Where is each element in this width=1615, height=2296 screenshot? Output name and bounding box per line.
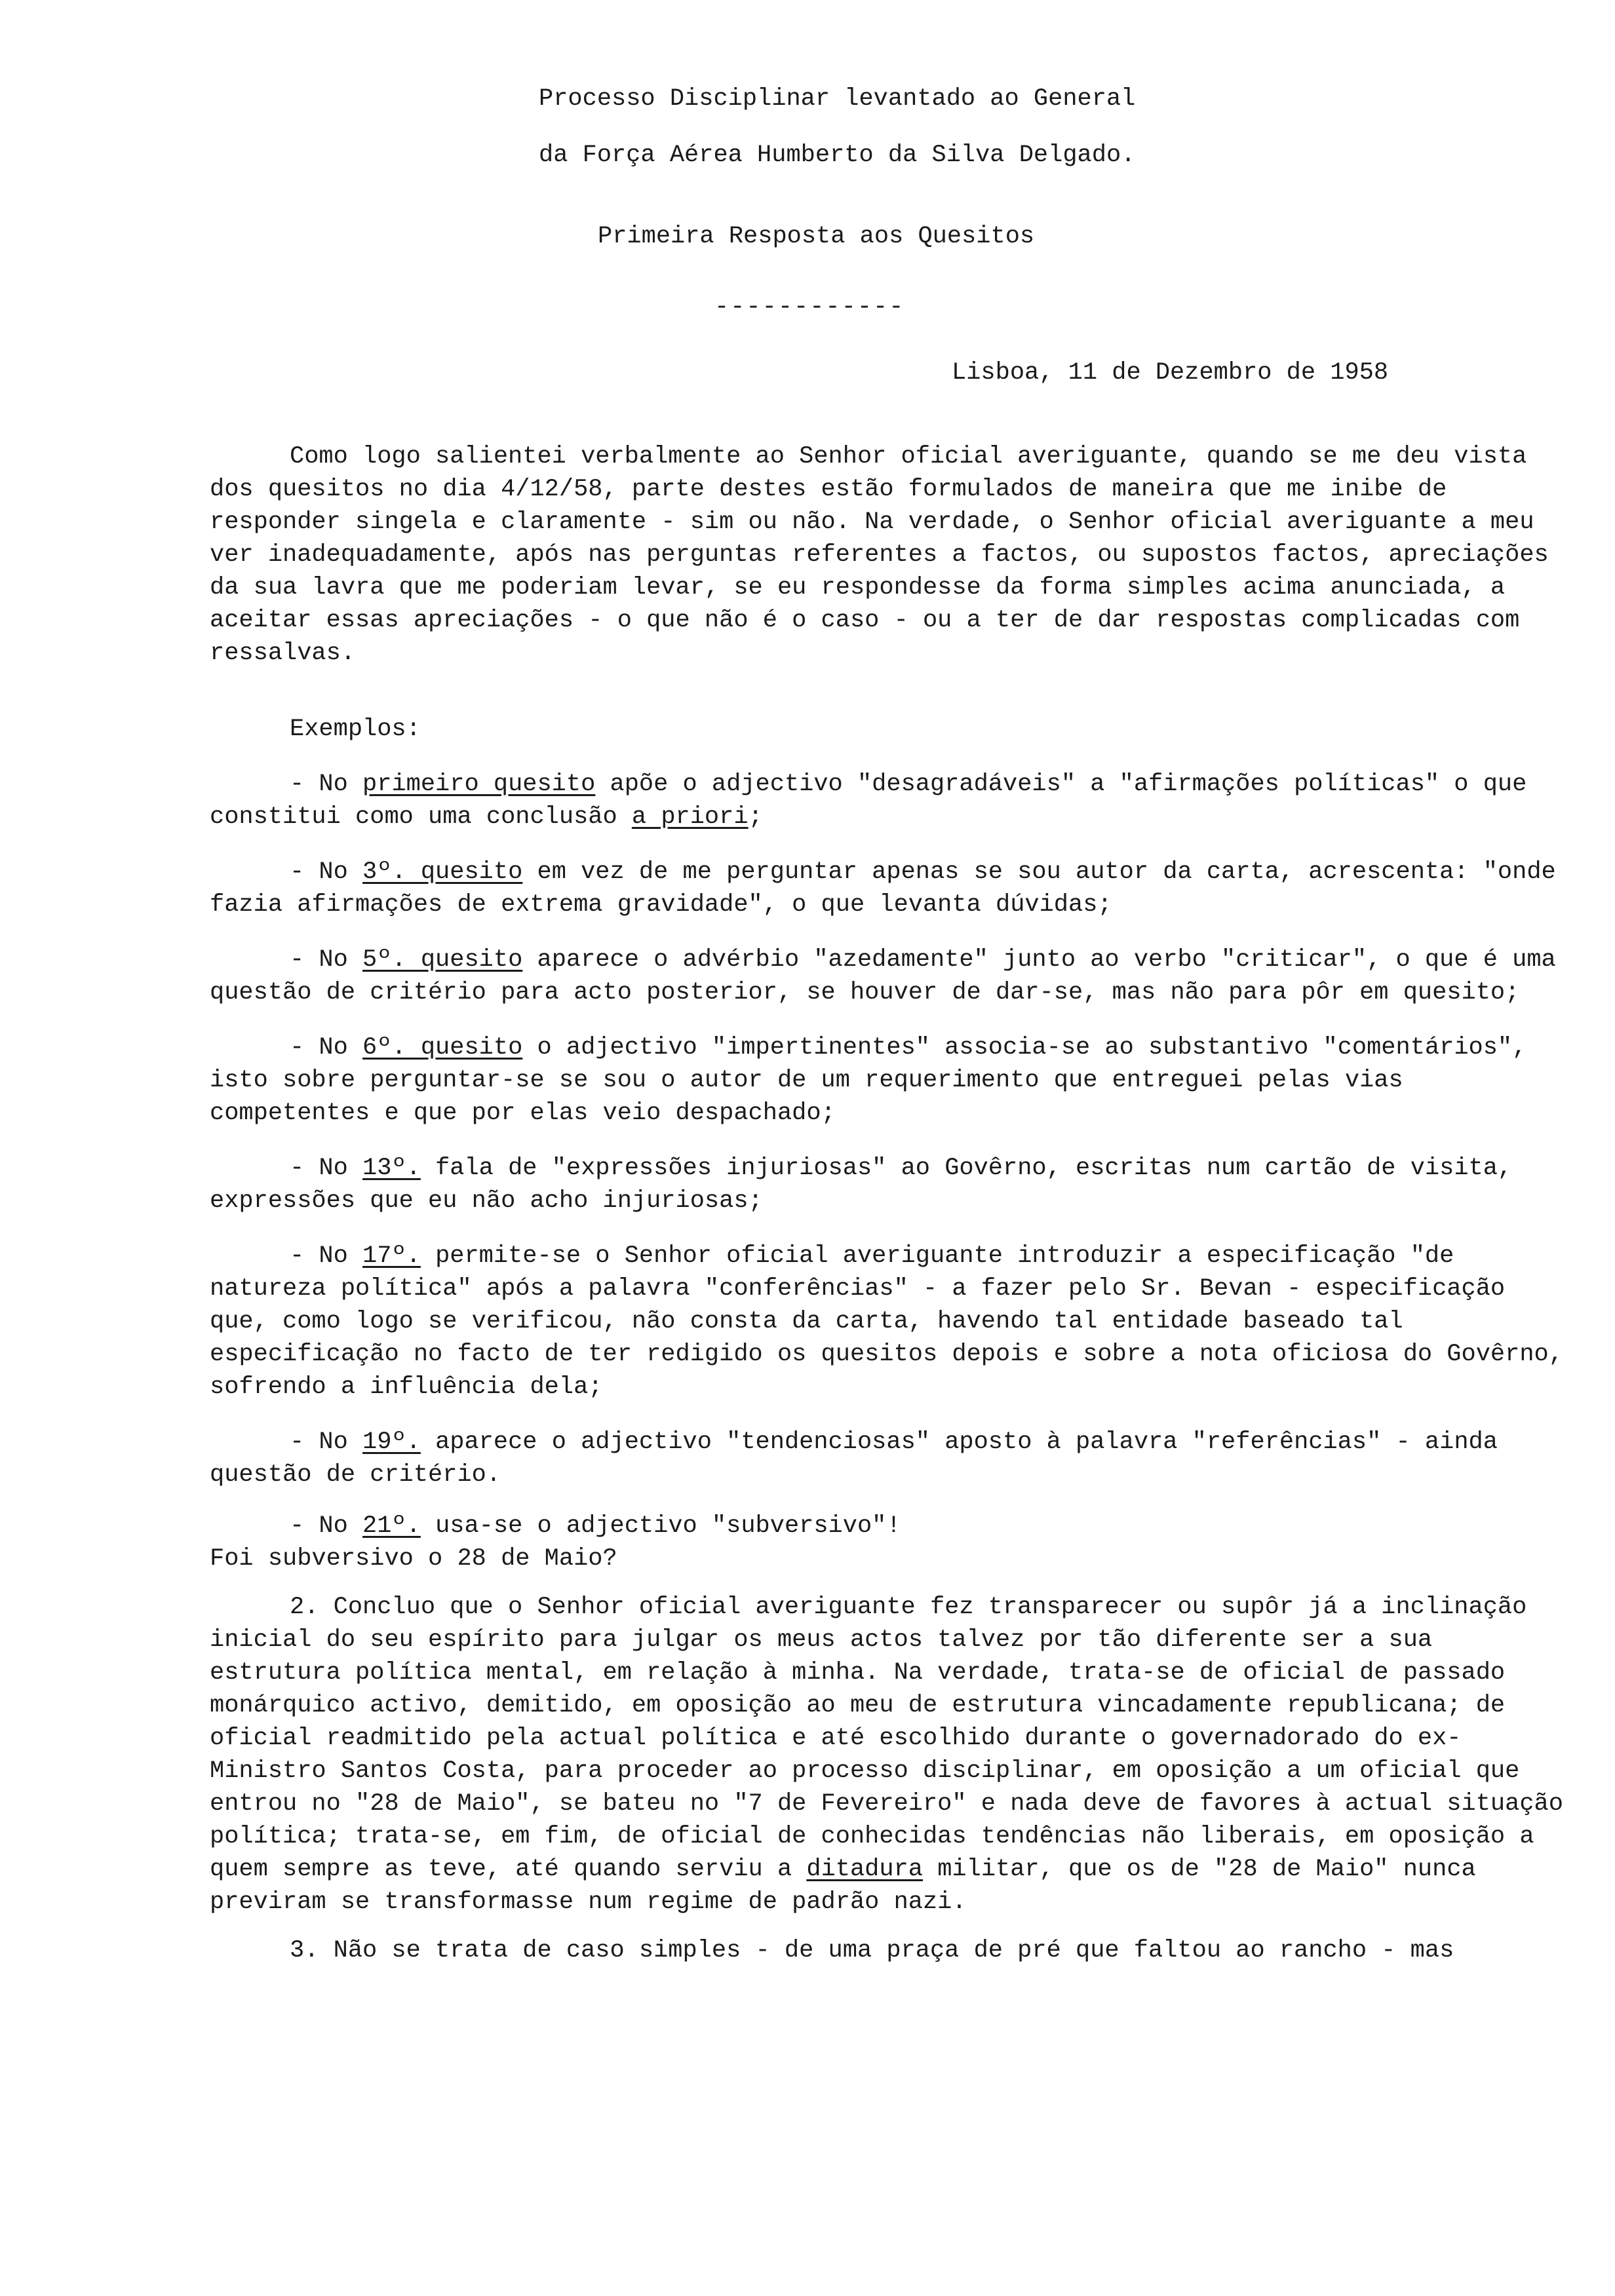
intro-paragraph: Como logo salientei verbalmente ao Senhor oficial averiguante, quando se me deu vista dos quesitos no dia 4/12/58, parte destes estão formulados de maneira que me inibe de responder singela e claramente - sim ou não. Na verdade, o Senhor oficial averiguante a meu ver inadequadamente, após nas perguntas referentes a factos, ou supostos factos, apreciações da sua lavra que me poderiam levar, se eu respondesse da forma simples acima anunciada, a aceitar essas apreciações - o que não é o caso - ou a ter de dar respostas complicadas com ressalvas. — [210, 443, 1549, 667]
quesito-reference: 13º. — [362, 1155, 421, 1182]
example-text: aparece o adjectivo "tendenciosas" aposto à palavra "referências" - ainda questão de critério. — [210, 1428, 1498, 1489]
quesito-reference: 5º. quesito — [362, 946, 523, 974]
example-prefix: - No — [290, 1428, 363, 1456]
dateline: Lisboa, 11 de Dezembro de 1958 — [952, 359, 1389, 387]
example-text: em vez de me perguntar apenas se sou autor da carta, acrescenta: "onde fazia afirmações de extrema gravidade", o que levanta dúvidas; — [210, 858, 1556, 919]
example-prefix: - No — [290, 771, 363, 798]
quesito-reference: 3º. quesito — [362, 858, 523, 886]
quesito-reference: 19º. — [362, 1428, 421, 1456]
example-item-2 — [210, 856, 1573, 921]
example-item-7 — [210, 1426, 1573, 1491]
example-text: aparece o advérbio "azedamente" junto ao verbo "criticar", o que é uma questão de critério para acto posterior, se houver de dar-se, mas não para pôr em quesito; — [210, 946, 1556, 1006]
separator-rule: ------------ — [714, 294, 905, 321]
example-text: o adjectivo "impertinentes" associa-se ao substantivo "comentários", isto sobre perguntar-se se sou o autor de um requerimento que entreguei pelas vias competentes e que por elas veio despachado; — [210, 1034, 1527, 1127]
example-item-8-line-2: Foi subversivo o 28 de Maio? — [210, 1545, 617, 1573]
point-2-paragraph — [210, 1591, 1573, 1919]
example-prefix: - No — [290, 1242, 363, 1270]
point-3-paragraph: 3. Não se trata de caso simples - de uma praça de pré que faltou ao rancho - mas — [290, 1937, 1454, 1964]
example-text: usa-se o adjectivo "subversivo"! — [420, 1512, 901, 1540]
quesito-reference: 17º. — [362, 1242, 421, 1270]
example-item-1 — [210, 768, 1573, 833]
example-item-4 — [210, 1031, 1573, 1130]
example-text: permite-se o Senhor oficial averiguante introduzir a especificação "de natureza política" após a palavra "conferências" - a fazer pelo Sr. Bevan - especificação que, como logo se verificou, não consta da carta, havendo tal entidade baseado tal especificação no facto de ter redigido os quesitos depois e sobre a nota oficiosa do Govêrno, sofrendo a influência dela; — [210, 1242, 1563, 1401]
point-2-text-end: militar, que os de "28 de Maio" nunca previram se transformasse num regime de padrão nazi. — [210, 1856, 1476, 1916]
quesito-reference: primeiro quesito — [362, 771, 596, 798]
title-line-1: Processo Disciplinar levantado ao General — [539, 85, 1136, 113]
document-body — [210, 440, 1573, 1967]
example-prefix: - No — [290, 946, 363, 974]
example-prefix: - No — [290, 858, 363, 886]
example-text: fala de "expressões injuriosas" ao Govêrno, escritas num cartão de visita, expressões que eu não acho injuriosas; — [210, 1155, 1513, 1215]
example-text: apõe o adjectivo "desagradáveis" a "afirmações políticas" o que constitui como uma conclusão — [210, 771, 1527, 831]
example-prefix: - No — [290, 1034, 363, 1062]
subtitle: Primeira Resposta aos Quesitos — [598, 223, 1035, 250]
example-item-8 — [210, 1510, 1573, 1542]
quesito-reference: 6º. quesito — [362, 1034, 523, 1062]
document-header — [0, 71, 1615, 335]
title-line-2: da Força Aérea Humberto da Silva Delgado. — [539, 142, 1136, 169]
example-item-6 — [210, 1240, 1573, 1404]
example-text-end: ; — [748, 803, 763, 831]
examples-heading: Exemplos: — [290, 716, 421, 743]
example-prefix: - No — [290, 1512, 363, 1540]
example-item-5 — [210, 1152, 1573, 1217]
quesito-reference: 21º. — [362, 1512, 421, 1540]
example-prefix: - No — [290, 1155, 363, 1182]
point-2-text: 2. Concluo que o Senhor oficial averiguante fez transparecer ou supôr já a inclinação inicial do seu espírito para julgar os meus actos talvez por tão diferente ser a sua estrutura política mental, em relação à minha. Na verdade, trata-se de oficial de passado monárquico activo, demitido, em oposição ao meu de estrutura vincadamente republicana; de oficial readmitido pela actual política e até escolhido durante o governadorado do ex-Ministro Santos Costa, para proceder ao processo disciplinar, em oposição a um oficial que entrou no "28 de Maio", se bateu no "7 de Fevereiro" e nada deve de favores à actual situação política; trata-se, em fim, de oficial de conhecidas tendências não liberais, em oposição a quem sempre as teve, até quando serviu a — [210, 1594, 1563, 1883]
example-item-3 — [210, 944, 1573, 1009]
a-priori-phrase: a priori — [631, 803, 749, 831]
ditadura-word: ditadura — [806, 1856, 923, 1883]
